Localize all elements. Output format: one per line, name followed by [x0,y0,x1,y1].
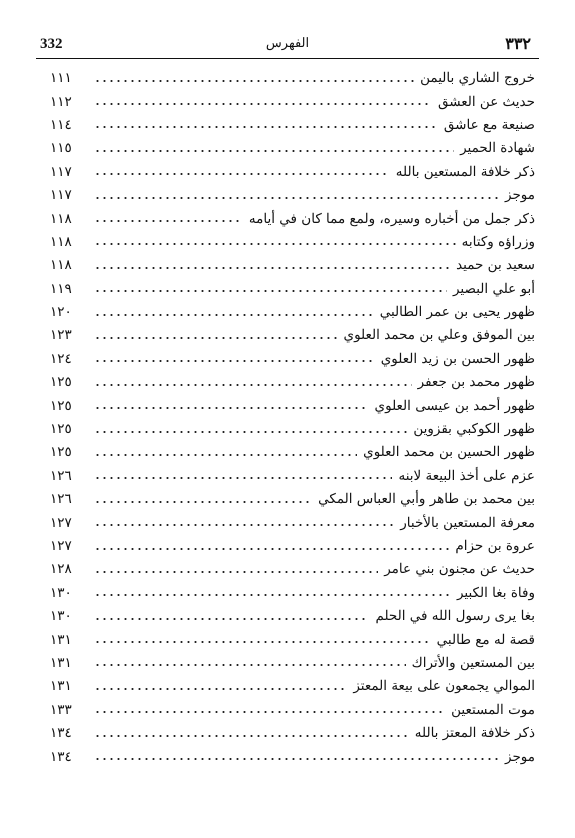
toc-entry-title: شهادة الحمير [460,140,535,157]
toc-entry [50,184,535,207]
toc-entry-page: ١٢٠ [50,304,72,321]
toc-entry [50,418,535,441]
toc-entry [50,558,535,581]
toc-entry-page: ١٣٠ [50,584,72,601]
toc-entry-page: ١١٨ [50,210,72,227]
toc-entry-page: ١١٢ [50,93,72,110]
toc-entry-page: ١٢٤ [50,350,72,367]
dot-leader [94,310,374,320]
dot-leader [94,427,407,437]
dot-leader [94,169,390,179]
dot-leader [94,614,369,624]
toc-entry-page: ١٢٥ [50,374,72,391]
page-number-latin: 332 [40,36,63,52]
toc-entry-title: بين الموفق وعلي بن محمد العلوي [343,327,535,344]
toc-entry [50,511,535,534]
toc-entry [50,161,535,184]
dot-leader [94,450,357,460]
toc-entry-title: عزم على أخذ البيعة لابنه [398,467,535,484]
dot-leader [94,754,499,764]
toc-entry [50,301,535,324]
toc-entry-title: أبو علي البصير [452,280,535,297]
page-number-arabic: ٣٣٢ [505,34,531,53]
toc-entry-title: ذكر خلافة المعتز بالله [414,725,535,742]
toc-entry-title: ذكر خلافة المستعين بالله [395,163,535,180]
toc-entry-page: ١٢٥ [50,444,72,461]
toc-entry [50,394,535,417]
toc-entry-title: ظهور الحسن بن زيد العلوي [380,350,535,367]
toc-entry [50,278,535,301]
toc-entry [50,582,535,605]
toc-entry-page: ١٣١ [50,631,72,648]
toc-entry-page: ١٢٦ [50,467,72,484]
toc-entry-title: موجز [505,748,535,765]
toc-entry-page: ١٢٧ [50,514,72,531]
dot-leader [94,567,378,577]
dot-leader [94,356,375,366]
toc-entry [50,137,535,160]
toc-entry [50,207,535,230]
dot-leader [94,193,499,203]
toc-entry-page: ١١٩ [50,280,72,297]
toc-entry [50,652,535,675]
toc-entry-title: بين المستعين والأتراك [411,654,535,671]
toc-entry-title: وفاة بغا الكبير [456,584,535,601]
dot-leader [94,380,412,390]
dot-leader [94,263,450,273]
toc-entry-page: ١٣٤ [50,725,72,742]
toc-entry [50,675,535,698]
dot-leader [94,590,451,600]
toc-entry-page: ١٢٥ [50,421,72,438]
toc-entry-title: قصة له مع طالبي [436,631,535,648]
toc-entry [50,465,535,488]
dot-leader [94,333,338,343]
toc-entry-page: ١٣٤ [50,748,72,765]
toc-entry [50,722,535,745]
toc-entry [50,324,535,347]
toc-entry-page: ١٣١ [50,654,72,671]
toc-entry-title: بين محمد بن طاهر وأبي العباس المكي [318,491,535,508]
dot-leader [94,99,432,109]
toc-entry [50,67,535,90]
dot-leader [94,76,414,86]
toc-entry [50,605,535,628]
table-of-contents [50,67,535,769]
toc-entry [50,371,535,394]
dot-leader [94,731,409,741]
toc-entry [50,254,535,277]
dot-leader [94,146,454,156]
dot-leader [94,473,392,483]
toc-entry-title: بغا يرى رسول الله في الحلم [375,608,535,625]
toc-entry-title: ظهور الحسين بن محمد العلوي [363,444,535,461]
toc-entry-title: موت المستعين [451,701,535,718]
toc-entry-page: ١١٥ [50,140,72,157]
toc-entry-title: ظهور أحمد بن عيسى العلوي [374,397,535,414]
dot-leader [94,544,449,554]
toc-entry-page: ١١٤ [50,116,72,133]
header-title: الفهرس [265,36,310,51]
toc-entry-page: ١٣٠ [50,608,72,625]
toc-entry-page: ١١١ [50,70,72,87]
toc-entry-page: ١١٨ [50,257,72,274]
toc-entry [50,114,535,137]
toc-entry-title: ذكر جمل من أخباره وسيره، ولمع مما كان في أيامه [248,210,535,227]
dot-leader [94,216,243,226]
toc-entry-page: ١٢٣ [50,327,72,344]
toc-entry-page: ١٢٨ [50,561,72,578]
dot-leader [94,122,438,132]
toc-entry [50,441,535,464]
toc-entry [50,488,535,511]
toc-entry-title: حديث عن مجنون بني عامر [384,561,535,578]
toc-entry [50,231,535,254]
toc-entry [50,535,535,558]
toc-entry [50,745,535,768]
toc-entry-title: موجز [505,187,535,204]
dot-leader [94,637,431,647]
toc-entry-page: ١٣١ [50,678,72,695]
toc-entry-title: خروج الشاري باليمن [420,70,535,87]
toc-entry [50,90,535,113]
toc-entry-title: وزراؤه وكتابه [461,233,535,250]
toc-entry [50,699,535,722]
toc-entry-title: سعيد بن حميد [456,257,535,274]
toc-entry-page: ١٣٣ [50,701,72,718]
toc-entry-title: ظهور الكوكبي بقزوين [413,421,535,438]
toc-entry-page: ١١٧ [50,187,72,204]
toc-entry-title: الموالي يجمعون على بيعة المعتز [353,678,535,695]
toc-entry-title: صنيعة مع عاشق [443,116,535,133]
toc-entry-title: حديث عن العشق [437,93,535,110]
toc-entry [50,348,535,371]
toc-entry-title: عروة بن حزام [455,538,535,554]
toc-entry-page: ١٢٥ [50,397,72,414]
dot-leader [94,239,456,249]
dot-leader [94,707,445,717]
dot-leader [94,497,312,507]
dot-leader [94,286,447,296]
page-header [36,36,539,59]
dot-leader [94,660,406,670]
toc-entry-page: ١١٧ [50,163,72,180]
toc-entry-title: معرفة المستعين بالأخبار [400,514,535,531]
dot-leader [94,403,369,413]
toc-entry-title: ظهور محمد بن جعفر [417,374,535,391]
dot-leader [94,684,347,694]
toc-entry-page: ١١٨ [50,233,72,250]
toc-entry [50,628,535,651]
toc-entry-page: ١٢٦ [50,491,72,508]
toc-entry-title: ظهور يحيى بن عمر الطالبي [379,304,535,321]
toc-entry-page: ١٢٧ [50,538,72,554]
dot-leader [94,520,394,530]
